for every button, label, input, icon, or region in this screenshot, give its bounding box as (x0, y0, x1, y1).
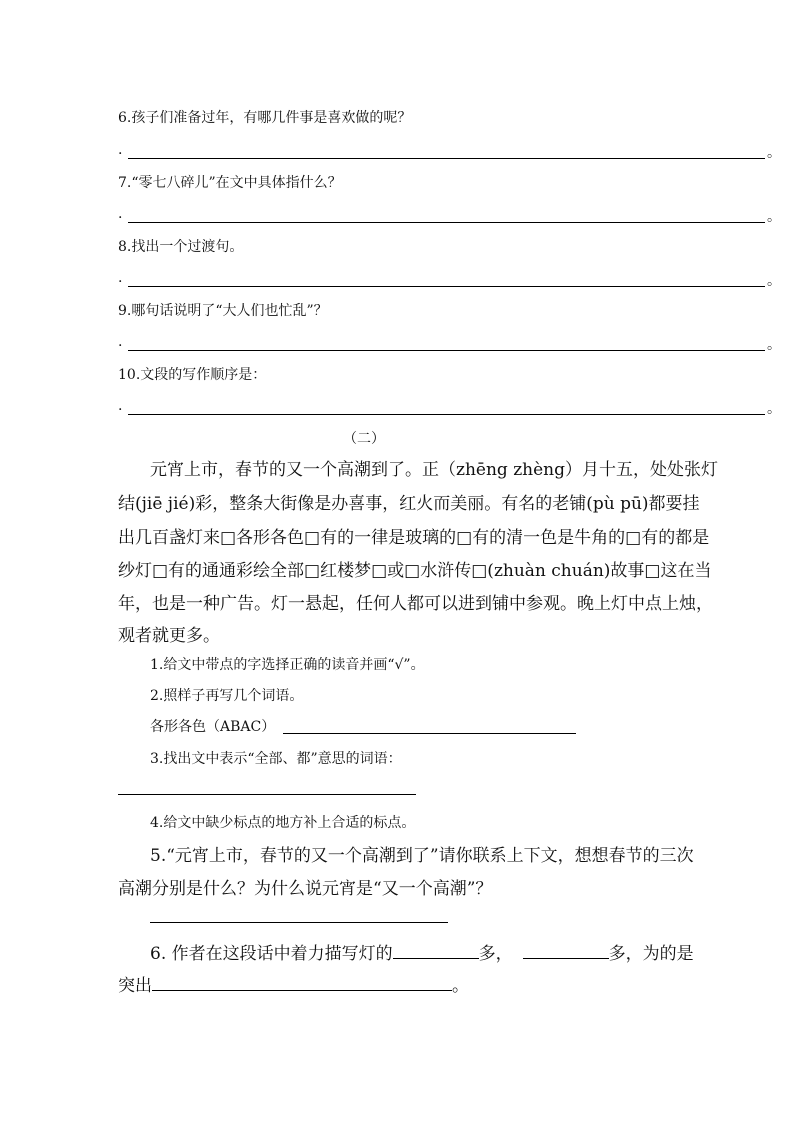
sub-question-6-text-d: 突出 (118, 976, 152, 996)
question-7: 7.“零七八碎儿”在文中具体指什么？ (118, 175, 342, 191)
sub-question-6-line-1 (150, 939, 694, 964)
answer-period: 。 (767, 337, 781, 353)
answer-underline (128, 350, 765, 351)
answer-period: 。 (767, 401, 781, 417)
question-10: 10.文段的写作顺序是： (118, 367, 267, 383)
sub-question-6-text-b: 多， (478, 944, 513, 964)
answer-period: 。 (767, 209, 781, 225)
answer-underline-q2[interactable] (283, 733, 576, 734)
sub-question-4: 4.给文中缺少标点的地方补上合适的标点。 (150, 815, 416, 831)
passage-line-4: 纱灯□有的通通彩绘全部□红楼梦□或□水浒传□(zhuàn chuán)故事□这在当 (118, 561, 712, 581)
answer-underline (128, 158, 765, 159)
section-heading: （二） (343, 431, 385, 447)
answer-dot: . (118, 398, 123, 414)
answer-underline-q3[interactable] (118, 794, 416, 795)
question-9: 9.哪句话说明了“大人们也忙乱”？ (118, 303, 328, 319)
question-8: 8.找出一个过渡句。 (118, 239, 244, 255)
sub-question-6-line-2 (118, 971, 469, 996)
sub-question-6-text-a: 6. 作者在这段话中着力描写灯的 (150, 944, 393, 964)
blank-2[interactable] (523, 957, 609, 959)
sub-question-3: 3.找出文中表示“全部、都”意思的词语： (150, 751, 402, 767)
answer-period: 。 (767, 145, 781, 161)
answer-underline (128, 286, 765, 287)
answer-underline (128, 222, 765, 223)
answer-period: 。 (767, 273, 781, 289)
sub-question-2-example: 各形各色（ABAC） (150, 719, 276, 735)
question-6: 6.孩子们准备过年，有哪几件事是喜欢做的呢？ (118, 110, 412, 126)
passage-line-1: 元宵上市，春节的又一个高潮到了。正（zhēng zhèng）月十五，处处张灯 (150, 460, 718, 480)
answer-dot: . (118, 206, 123, 222)
sub-question-5-line-1: 5.“元宵上市，春节的又一个高潮到了”请你联系上下文，想想春节的三次 (150, 846, 694, 866)
answer-dot: . (118, 142, 123, 158)
blank-1[interactable] (393, 957, 479, 959)
passage-line-5: 年，也是一种广告。灯一悬起，任何人都可以进到铺中参观。晚上灯中点上烛， (118, 594, 713, 614)
blank-3[interactable] (152, 989, 452, 991)
answer-dot: . (118, 334, 123, 350)
sub-question-2: 2.照样子再写几个词语。 (150, 688, 304, 704)
passage-line-6: 观者就更多。 (118, 626, 220, 646)
answer-underline (128, 414, 765, 415)
sub-question-6-period: 。 (452, 976, 469, 996)
sub-question-1: 1.给文中带点的字选择正确的读音并画“√”。 (150, 657, 425, 673)
sub-question-6-text-c: 多，为的是 (608, 944, 694, 964)
answer-underline-q5[interactable] (150, 922, 448, 923)
passage-line-2: 结(jiē jié)彩，整条大街像是办喜事，红火而美丽。有名的老铺(pù pū)都要挂 (118, 494, 700, 514)
passage-line-3: 出几百盏灯来□各形各色□有的一律是玻璃的□有的清一色是牛角的□有的都是 (118, 528, 710, 548)
answer-dot: . (118, 270, 123, 286)
sub-question-5-line-2: 高潮分别是什么？为什么说元宵是“又一个高潮”？ (118, 879, 493, 899)
